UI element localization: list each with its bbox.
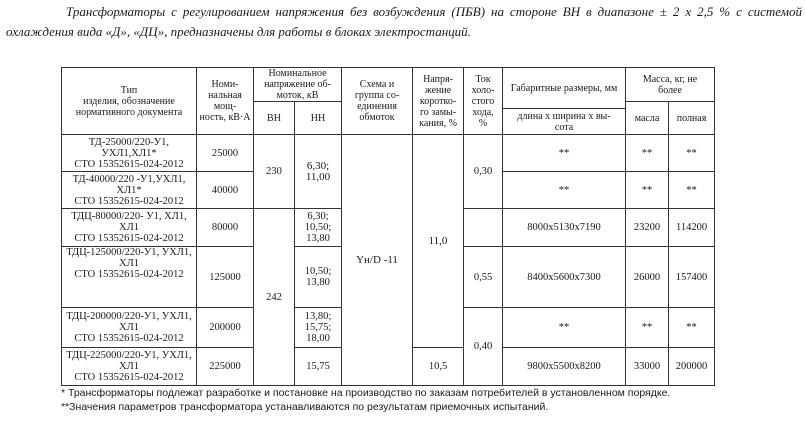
row-type-name: ТД-40000/220 -У1,УХЛ1, ХЛ1* СТО 15352615-024-2012	[62, 172, 197, 209]
row-mass-total: 114200	[669, 209, 715, 247]
row-mass-total: 200000	[669, 348, 715, 386]
row-dimensions: 9800х5500х8200	[503, 348, 626, 386]
no-load-current-blank	[464, 209, 503, 247]
row-mass-total: **	[669, 308, 715, 348]
row-mass-oil: **	[626, 135, 669, 172]
row-mass-total: **	[669, 172, 715, 209]
row-short-circuit-voltage: 10,5	[413, 348, 464, 386]
row-mass-total: 157400	[669, 247, 715, 308]
row-type-name: ТДЦ-200000/220-У1, УХЛ1, ХЛ1 СТО 15352615-024-2012	[62, 308, 197, 348]
row-dimensions: **	[503, 135, 626, 172]
header-lv: НН	[295, 102, 342, 135]
row-power: 80000	[197, 209, 254, 247]
no-load-current-group-1: 0,30	[464, 135, 503, 209]
row-lv-voltage: 6,30; 10,50; 13,80	[295, 209, 342, 247]
row-mass-oil: **	[626, 308, 669, 348]
row-type-name: ТДЦ-125000/220-У1, УХЛ1, ХЛ1 СТО 15352615-024-2012	[62, 247, 197, 308]
row-lv-voltage: 10,50; 13,80	[295, 247, 342, 308]
header-dimensions-sub: длина х ширина х вы- сота	[503, 109, 626, 135]
footnote-1: * Трансформаторы подлежат разработке и постановке на производство по заказам потребителей в установленном порядке.	[61, 387, 671, 399]
row-dimensions: **	[503, 172, 626, 209]
header-voltage: Номинальное напряжение об- моток, кВ	[254, 68, 342, 102]
row-mass-oil: 23200	[626, 209, 669, 247]
hv-group-2: 242	[254, 209, 295, 386]
row-mass-total: **	[669, 135, 715, 172]
transformer-spec-table	[61, 67, 715, 386]
intro-paragraph: Трансформаторы с регулированием напряжения без возбуждения (ПБВ) на стороне ВН в диапазоне ± 2 х 2,5 % с системой охлаждения вида «Д», «ДЦ», предназначены для работы в блоках электростанций.	[6, 4, 802, 39]
row-lv-voltage: 13,80; 15,75; 18,00	[295, 308, 342, 348]
header-hv: ВН	[254, 102, 295, 135]
footnote-2: **Значения параметров трансформатора устанавливаются по результатам приемочных испытаний.	[61, 401, 549, 413]
row-mass-oil: 26000	[626, 247, 669, 308]
header-type: Тип изделия, обозначение нормативного документа	[62, 68, 197, 135]
no-load-current-group-2: 0,40	[464, 308, 503, 386]
row-type-name: ТДЦ-80000/220- У1, ХЛ1, ХЛ1 СТО 15352615-024-2012	[62, 209, 197, 247]
row-dimensions: 8000х5130х7190	[503, 209, 626, 247]
short-circuit-voltage-group: 11,0	[413, 135, 464, 348]
header-no-load-current: Ток холо- стого хода, %	[464, 68, 503, 135]
row-power: 25000	[197, 135, 254, 172]
row-power: 200000	[197, 308, 254, 348]
header-dimensions: Габаритные размеры, мм	[503, 68, 626, 109]
header-scheme: Схема и группа со- единения обмоток	[342, 68, 413, 135]
row-no-load-current: 0,55	[464, 247, 503, 308]
row-power: 40000	[197, 172, 254, 209]
row-type-name: ТДЦ-225000/220-У1, УХЛ1, ХЛ1 СТО 15352615-024-2012	[62, 348, 197, 386]
winding-scheme: Yн/D -11	[342, 135, 413, 386]
row-mass-oil: **	[626, 172, 669, 209]
row-type-name: ТД-25000/220-У1, УХЛ1,ХЛ1* СТО 15352615-024-2012	[62, 135, 197, 172]
row-dimensions: 8400х5600х7300	[503, 247, 626, 308]
row-power: 125000	[197, 247, 254, 308]
header-mass-total: полная	[669, 102, 715, 135]
hv-group-1: 230	[254, 135, 295, 209]
table-row	[62, 135, 715, 172]
header-mass-oil: масла	[626, 102, 669, 135]
row-power: 225000	[197, 348, 254, 386]
lv-group-1: 6,30; 11,00	[295, 135, 342, 209]
row-dimensions: **	[503, 308, 626, 348]
header-short-circuit-voltage: Напря- жение коротко- го замы- кания, %	[413, 68, 464, 135]
header-mass: Масса, кг, не более	[626, 68, 715, 102]
row-mass-oil: 33000	[626, 348, 669, 386]
row-lv-voltage: 15,75	[295, 348, 342, 386]
header-power: Номи- нальная мощ- ность, кВ·А	[197, 68, 254, 135]
